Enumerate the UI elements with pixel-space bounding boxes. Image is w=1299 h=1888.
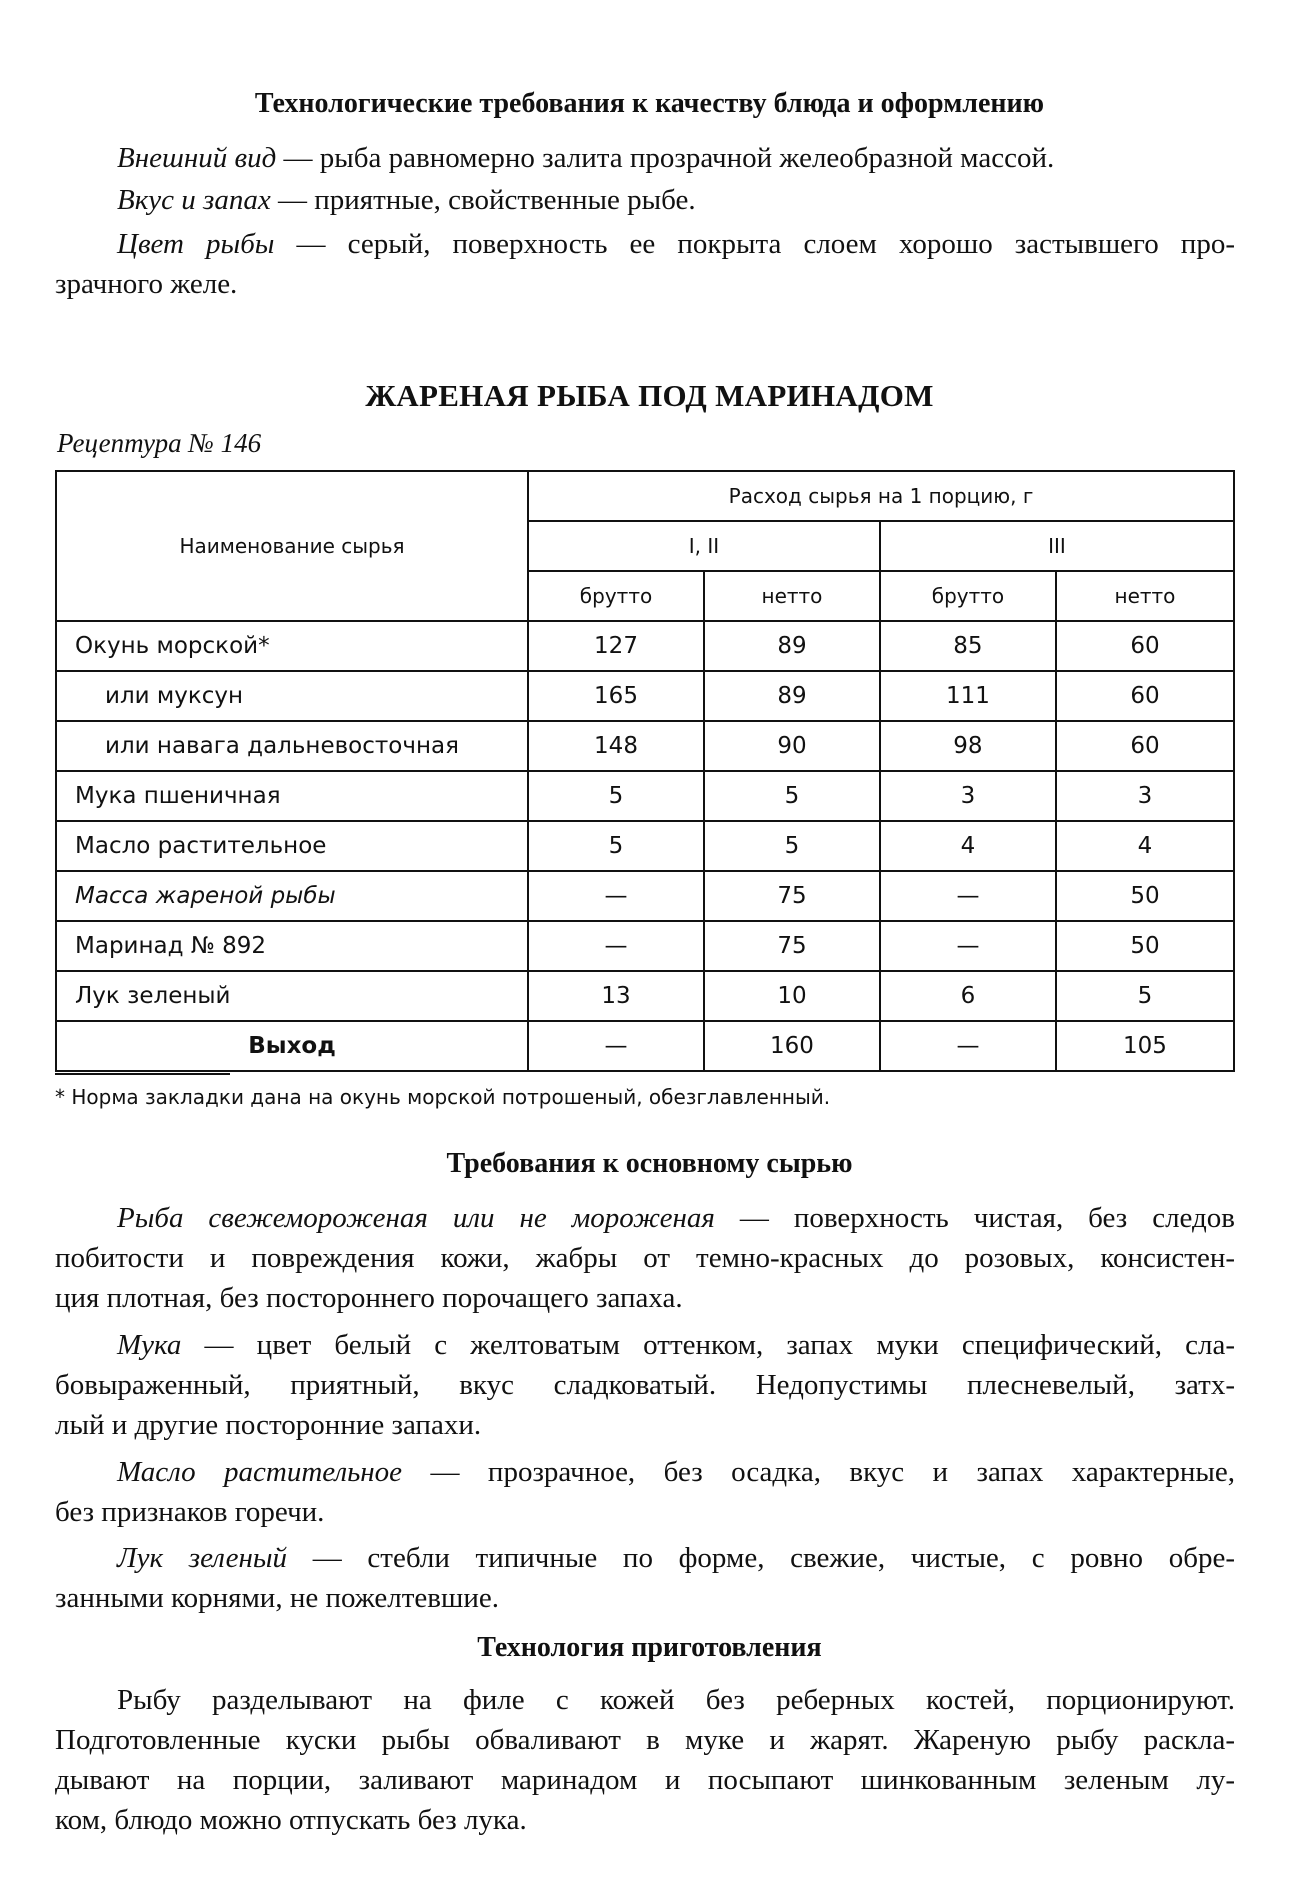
table-row <box>56 821 1234 871</box>
cell: 13 <box>528 971 704 1021</box>
table-header-row <box>56 471 1234 521</box>
table-row <box>56 971 1234 1021</box>
cell: 111 <box>880 671 1056 721</box>
term-flour: Мука <box>117 1329 182 1361</box>
cell: 5 <box>704 821 880 871</box>
paragraph-color: Цвет рыбы — серый, поверхность ее покрыта слоем хорошо застывшего про- зрачного желе. <box>55 228 1235 300</box>
row-name: Окунь морской* <box>56 621 528 671</box>
paragraph-oil: Масло растительное — прозрачное, без осадка, вкус и запах характерные, без признаков горечи. <box>55 1456 1235 1528</box>
cell: 98 <box>880 721 1056 771</box>
row-name: или навага дальневосточная <box>56 721 528 771</box>
term-appearance: Внешний вид <box>117 142 277 174</box>
header-brutto: брутто <box>880 571 1056 621</box>
paragraph-technology: Рыбу разделывают на филе с кожей без реберных костей, порционируют. Подготовленные куски рыбы обваливают в муке и жарят. Жареную рыбу раскла- дывают на порции, заливают маринадом и посыпают шинкованным зеленым лу- ком, блюдо можно отпускать без лука. <box>55 1684 1235 1836</box>
header-usage: Расход сырья на 1 порцию, г <box>528 471 1234 521</box>
header-netto: нетто <box>704 571 880 621</box>
cell: 5 <box>528 771 704 821</box>
table-total-row <box>56 1021 1234 1071</box>
header-brutto: брутто <box>528 571 704 621</box>
cell: 90 <box>704 721 880 771</box>
cell: 105 <box>1056 1021 1234 1071</box>
cell: 50 <box>1056 871 1234 921</box>
section-title-technology: Технология приготовления <box>477 1632 822 1663</box>
cell: 75 <box>704 921 880 971</box>
table-row <box>56 721 1234 771</box>
row-name: Масса жареной рыбы <box>56 871 528 921</box>
cell: — <box>880 1021 1056 1071</box>
cell: 160 <box>704 1021 880 1071</box>
term-color: Цвет рыбы <box>117 228 275 260</box>
cell: — <box>528 921 704 971</box>
footnote: * Норма закладки дана на окунь морской потрошеный, обезглавленный. <box>55 1085 831 1109</box>
cell: 10 <box>704 971 880 1021</box>
cell: — <box>528 871 704 921</box>
header-name: Наименование сырья <box>56 471 528 621</box>
paragraph-appearance: Внешний вид — рыба равномерно залита прозрачной желеобразной массой. <box>117 142 1055 174</box>
cell: 89 <box>704 671 880 721</box>
cell: 3 <box>1056 771 1234 821</box>
row-name-total: Выход <box>56 1021 528 1071</box>
row-name: Маринад № 892 <box>56 921 528 971</box>
table-row <box>56 771 1234 821</box>
cell: 5 <box>704 771 880 821</box>
cell: 75 <box>704 871 880 921</box>
cell: — <box>528 1021 704 1071</box>
paragraph-onion: Лук зеленый — стебли типичные по форме, свежие, чистые, с ровно обре- занными корнями, не пожелтевшие. <box>55 1542 1236 1614</box>
row-name: или муксун <box>56 671 528 721</box>
section-title-quality: Технологические требования к качеству блюда и оформлению <box>254 88 1045 119</box>
cell: 85 <box>880 621 1056 671</box>
paragraph-fish: Рыба свежемороженая или не мороженая — поверхность чистая, без следов побитости и повреждения кожи, жабры от темно-красных до розовых, консистен- ция плотная, без постороннего порочащего запаха. <box>55 1202 1235 1314</box>
section-title-raw-materials: Требования к основному сырью <box>446 1148 853 1179</box>
table-row <box>56 621 1234 671</box>
recipe-number: Рецептура № 146 <box>57 428 262 458</box>
footnote-rule <box>55 1073 230 1075</box>
cell: — <box>880 921 1056 971</box>
cell: 4 <box>880 821 1056 871</box>
header-group-2: III <box>880 521 1234 571</box>
cell: 127 <box>528 621 704 671</box>
cell: 4 <box>1056 821 1234 871</box>
header-netto: нетто <box>1056 571 1234 621</box>
cell: 5 <box>528 821 704 871</box>
header-group-1: I, II <box>528 521 880 571</box>
paragraph-flour: Мука — цвет белый с желтоватым оттенком, запах муки специфический, сла- бовыраженный, приятный, вкус сладковатый. Недопустимы плесневелый, затх- лый и другие посторонние запахи. <box>55 1329 1235 1441</box>
table-row <box>56 921 1234 971</box>
cell: 60 <box>1056 721 1234 771</box>
cell: 3 <box>880 771 1056 821</box>
dish-title: ЖАРЕНАЯ РЫБА ПОД МАРИНАДОМ <box>365 378 934 413</box>
row-name: Масло растительное <box>56 821 528 871</box>
recipe-table <box>55 470 1235 1072</box>
row-name: Мука пшеничная <box>56 771 528 821</box>
cell: 5 <box>1056 971 1234 1021</box>
table-row <box>56 871 1234 921</box>
cell: 60 <box>1056 621 1234 671</box>
cell: 148 <box>528 721 704 771</box>
cell: 6 <box>880 971 1056 1021</box>
term-fish: Рыба свежемороженая или не мороженая <box>117 1202 715 1234</box>
cell: 50 <box>1056 921 1234 971</box>
table-row <box>56 671 1234 721</box>
cell: 89 <box>704 621 880 671</box>
term-onion: Лук зеленый <box>117 1542 288 1574</box>
paragraph-taste: Вкус и запах — приятные, свойственные рыбе. <box>117 184 696 216</box>
row-name: Лук зеленый <box>56 971 528 1021</box>
term-oil: Масло растительное <box>117 1456 403 1488</box>
cell: — <box>880 871 1056 921</box>
cell: 165 <box>528 671 704 721</box>
term-taste: Вкус и запах <box>117 184 271 216</box>
cell: 60 <box>1056 671 1234 721</box>
